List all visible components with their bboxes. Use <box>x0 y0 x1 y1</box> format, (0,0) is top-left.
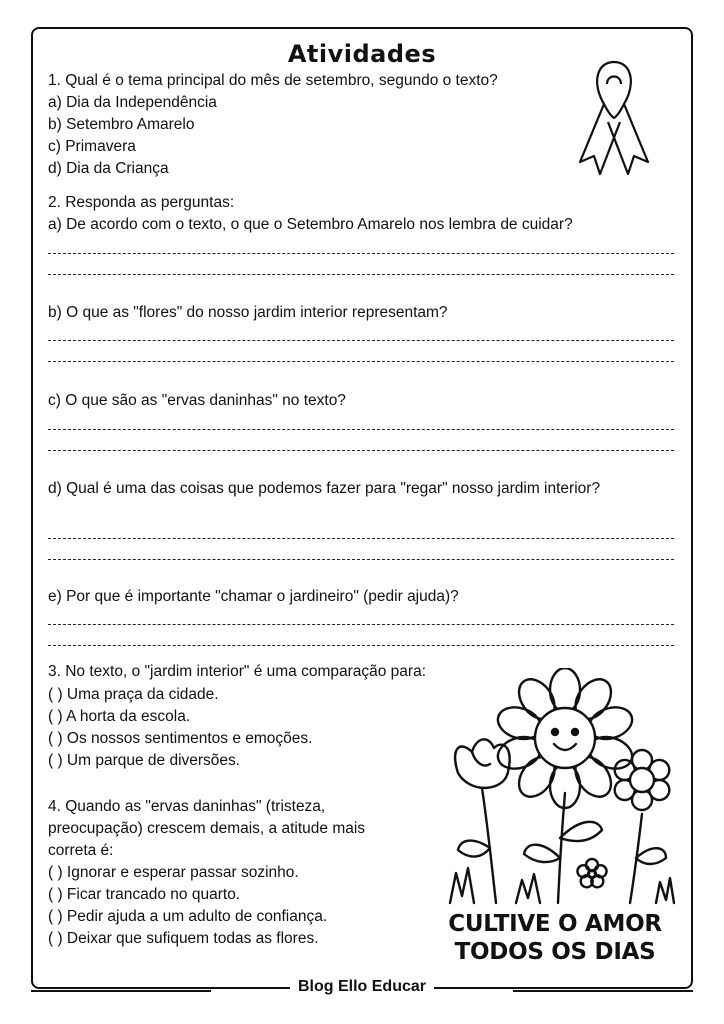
answer-line[interactable] <box>48 559 674 560</box>
answer-line[interactable] <box>48 274 674 275</box>
slogan-line2: TODOS OS DIAS <box>454 939 656 965</box>
footer <box>0 978 724 1004</box>
q2-question-b: b) O que as "flores" do nosso jardim interior representam? <box>48 304 448 321</box>
q4-option-2[interactable]: ( ) Ficar trancado no quarto. <box>48 886 241 903</box>
answer-line[interactable] <box>48 450 674 451</box>
q4-option-4[interactable]: ( ) Deixar que sufiquem todas as flores. <box>48 930 319 947</box>
q1-option-b: b) Setembro Amarelo <box>48 116 195 133</box>
q4-question-line1: 4. Quando as "ervas daninhas" (tristeza, <box>48 798 326 815</box>
q3-option-4[interactable]: ( ) Um parque de diversões. <box>48 752 241 769</box>
page-title: Atividades <box>287 40 437 68</box>
smiling-flowers-illustration <box>430 668 680 908</box>
footer-rule-right <box>513 990 693 992</box>
q1-option-a: a) Dia da Independência <box>48 94 217 111</box>
q4-option-1[interactable]: ( ) Ignorar e esperar passar sozinho. <box>48 864 299 881</box>
q4-question-line3: correta é: <box>48 842 114 859</box>
q3-option-3[interactable]: ( ) Os nossos sentimentos e emoções. <box>48 730 313 747</box>
q1-question: 1. Qual é o tema principal do mês de setembro, segundo o texto? <box>48 72 498 89</box>
q3-option-2[interactable]: ( ) A horta da escola. <box>48 708 191 725</box>
q3-option-1[interactable]: ( ) Uma praça da cidade. <box>48 686 219 703</box>
q3-question: 3. No texto, o "jardim interior" é uma comparação para: <box>48 663 427 680</box>
answer-line[interactable] <box>48 624 674 625</box>
q1-option-c: c) Primavera <box>48 138 136 155</box>
q4-option-3[interactable]: ( ) Pedir ajuda a um adulto de confiança. <box>48 908 328 925</box>
answer-line[interactable] <box>48 361 674 362</box>
q2-question-d: d) Qual é uma das coisas que podemos fazer para "regar" nosso jardim interior? <box>48 480 601 497</box>
footer-rule-left <box>31 990 211 992</box>
q2-question-c: c) O que são as "ervas daninhas" no texto? <box>48 392 346 409</box>
q1-option-d: d) Dia da Criança <box>48 160 169 177</box>
slogan <box>430 910 680 966</box>
answer-line[interactable] <box>48 253 674 254</box>
q2-intro: 2. Responda as perguntas: <box>48 194 235 211</box>
slogan-line1: CULTIVE O AMOR <box>448 911 662 937</box>
footer-brand[interactable]: Blog Ello Educar <box>290 978 434 995</box>
answer-line[interactable] <box>48 340 674 341</box>
awareness-ribbon-icon <box>574 52 654 182</box>
q2-question-e: e) Por que é importante "chamar o jardineiro" (pedir ajuda)? <box>48 588 459 605</box>
answer-line[interactable] <box>48 645 674 646</box>
answer-line[interactable] <box>48 538 674 539</box>
q2-question-a: a) De acordo com o texto, o que o Setembro Amarelo nos lembra de cuidar? <box>48 216 573 233</box>
q4-question-line2: preocupação) crescem demais, a atitude mais <box>48 820 366 837</box>
answer-line[interactable] <box>48 429 674 430</box>
